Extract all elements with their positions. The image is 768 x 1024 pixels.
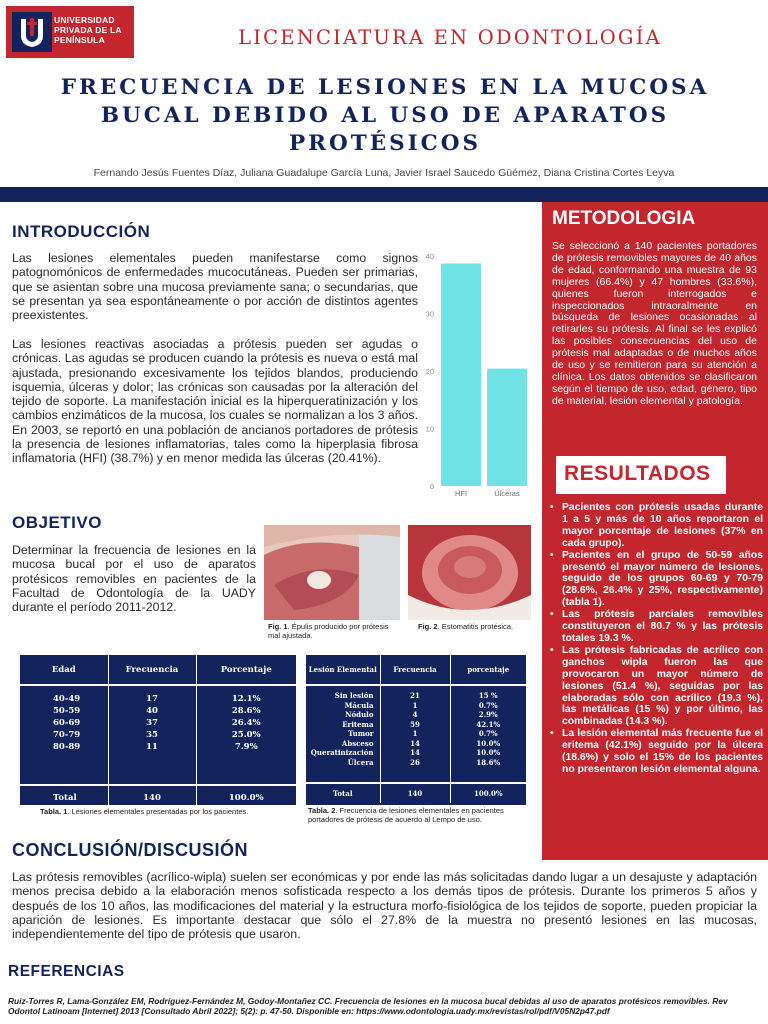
table-row: Mácula 1 0.7% [306, 701, 526, 711]
resultados-heading: RESULTADOS [564, 462, 711, 485]
intro-paragraph-2: Las lesiones reactivas asociadas a prótesis pueden ser agudas o crónicas. Las agudas se producen cuando la prótesis es nueva o está mal ajustada, presionando excesivamente los tejidos blandos, produciendo isquemia, úlceras y dolor; las crónicas son causadas por la alteración del tejido de soporte. La manifestación inicial es la hiperqueratinización y los cambios enzimáticos de la mucosa, los cuales se normalizan a los 3 años. En 2003, se reportó en una población de ancianos portadores de prótesis la presencia de lesiones inflamatorias, tales como la hiperplasia fibrosa inflamatoria (HFI) (38.7%) y en menor medida las úlceras (20.41%). [12, 337, 418, 466]
figure-2-photo [408, 525, 531, 620]
figure-1-photo [264, 525, 400, 620]
list-item: • Las prótesis fabricadas de acrílico con ganchos wipla fueron las que provocaron un mayor número de lesiones (51.4 %), seguidas por las elaboradas sólo con acrílico (19.3 %), las metálicas (15 %) y por último, las combinadas (14.3 %). [548, 645, 763, 728]
y-tick-label: 30 [425, 309, 434, 319]
table-row: 70-79 35 25.0% [20, 729, 296, 741]
logo-emblem-icon [12, 12, 52, 52]
figure-2-caption: Fig. 2. Estomatitis protésica. [418, 622, 514, 631]
metodologia-heading: METODOLOGIA [552, 208, 696, 229]
x-tick-label: Úlceras [494, 489, 520, 498]
y-tick-label: 40 [425, 252, 434, 261]
list-item: • La lesión elemental más frecuente fue el eritema (42.1%) seguido por la úlcera (18.6%) y solo el 15% de los pacientes no presentaron lesión elemental alguna. [548, 728, 763, 776]
table-row: Absceso 14 10.0% [306, 739, 526, 749]
table-row: Úlcera 26 18.6% [306, 758, 526, 768]
table-row: 60-69 37 26.4% [20, 717, 296, 729]
bar-0 [441, 263, 481, 486]
table-total-row: Total 140 100.0% [306, 783, 526, 803]
list-item: • Pacientes con prótesis usadas durante 1 a 5 y más de 10 años reportaron el mayor porcentaje de lesiones (37% en cada grupo). [548, 502, 763, 550]
table-1-header: Edad [20, 655, 108, 685]
figure-1-caption: Fig. 1. Épulis producido por prótesis mal ajustada. [268, 622, 389, 640]
x-tick-label: HFI [454, 489, 468, 498]
conclusion-text: Las prótesis removibles (acrílico-wipla) suelen ser económicas y por ende las más solicitadas dando lugar a un desajuste y adaptación menos precisa debido a la elaboración menos sofisticada respecto a los demás tipos de prótesis. Durante los primeros 5 años y después de los 10 años, las modificaciones del material y la estructura morfo-fisiológica de los tejidos de soporte, pueden propiciar la aparición de lesiones. Es importante destacar que sólo el 27.8% de la muestra no presentó lesiones en las mucosas, independientemente del tipo de prótesis que usaron. [12, 870, 757, 942]
y-tick-label: 20 [425, 367, 434, 376]
table-2 [306, 655, 526, 805]
table-1 [20, 655, 296, 805]
table-row: 40-49 17 12.1% [20, 693, 296, 705]
lesion-bar-chart [420, 246, 540, 502]
table-row: Sin lesión 21 15 % [306, 691, 526, 701]
table-2-caption: Tabla. 2. Frecuencia de lesiones elementales en pacientes portadores de prótesis de acuerdo al Lempo de uso. [308, 806, 504, 824]
table-1-caption: Tabla. 1. Lesiones elementales presentadas por los pacientes. [40, 807, 249, 816]
table-row: 80-89 11 7.9% [20, 741, 296, 753]
objetivo-heading: OBJETIVO [12, 513, 102, 532]
y-tick-label: 10 [425, 424, 434, 434]
references-heading: REFERENCIAS [8, 963, 125, 980]
table-1-header: Porcentaje [220, 664, 272, 675]
authors: Fernando Jesús Fuentes Díaz, Juliana Guadalupe García Luna, Javier Israel Saucedo Güémez, Diana Cristina Cortes Leyva [93, 167, 675, 179]
bar-1 [487, 369, 527, 486]
resultados-list [548, 502, 763, 776]
conclusion-heading: CONCLUSIÓN/DISCUSIÓN [12, 840, 249, 860]
metodologia-text: Se seleccionó a 140 pacientes portadores de prótesis removibles mayores de 40 años de edad, conformando una muestra de 93 mujeres (66.4%) y 47 hombres (33.6%), quienes fueron interrogados e inspeccionados intraoralmente en búsqueda de lesiones ocasionadas al retirarles su prótesis. Al final se les explicó las posibles consecuencias del uso de prótesis mal adaptadas o de muchos años de uso y se remitieron para su atención a clínica. Los datos obtenidos se clasificaron según el tiempo de uso, edad, género, tipo de material, lesión elemental y patología. [552, 240, 757, 407]
table-row: Tumor 1 0.7% [306, 729, 526, 739]
table-1-header: Frecuencia [108, 655, 196, 685]
table-2-header: porcentaje [467, 665, 510, 674]
logo-text: UNIVERSIDAD PRIVADA DE LA PENÍNSULA [54, 15, 122, 45]
table-row: Nódulo 4 2.9% [306, 710, 526, 720]
reference-entry: Ruiz-Torres R, Lama-González EM, Rodríguez-Fernández M, Godoy-Montañez CC. Frecuencia de lesiones en la mucosa bucal debidas al uso de aparatos protésicos removibles. Rev Odontol Latinoam [Internet] 2013 [Consultado Abril 2022]; 5(2): p. 47-50. Disponible en: https://www.odontologia.uady.mx/revistas/rol/pdf/V05N2p47.pdf [8, 996, 728, 1016]
table-2-header: Lesión Elemental [306, 655, 380, 685]
intro-paragraph-1: Las lesiones elementales pueden manifestarse como signos patognomónicos de enfermedades mucocutáneas. Pueden ser primarias, que se asientan sobre una mucosa previamente sana; o secundarias, que se presentan ya sea espontáneamente o por acción de distintos agentes preexistentes. [12, 251, 418, 323]
intro-heading: INTRODUCCIÓN [12, 222, 151, 241]
table-row: 50-59 40 28.6% [20, 705, 296, 717]
university-logo [6, 6, 134, 58]
header-divider-bar [0, 187, 768, 202]
list-item: • Pacientes en el grupo de 50-59 años presentó el mayor número de lesiones, seguido de los grupos 60-69 y 70-79 (28.6%, 26.4% y 25%, respectivamente) (tabla 1). [548, 550, 763, 610]
poster-title: FRECUENCIA DE LESIONES EN LA MUCOSA BUCAL DEBIDO AL USO DE APARATOS PROTÉSICOS [60, 75, 710, 156]
table-row: Eritema 59 42.1% [306, 720, 526, 730]
program-name: LICENCIATURA EN ODONTOLOGÍA [238, 26, 662, 49]
table-total-row: Total 140 100.0% [20, 785, 296, 809]
y-tick-label: 0 [429, 482, 434, 491]
table-2-header: Frecuencia [380, 655, 450, 685]
objetivo-text: Determinar la frecuencia de lesiones en la mucosa bucal por el uso de aparatos protésicos removibles en pacientes de la Facultad de Odontología de la UADY durante el período 2011-2012. [12, 543, 256, 615]
table-row: Queratinización 14 10.0% [306, 748, 526, 758]
list-item: • Las prótesis parciales removibles constituyeron el 80.7 % y las prótesis totales 19.3 %. [548, 609, 763, 645]
